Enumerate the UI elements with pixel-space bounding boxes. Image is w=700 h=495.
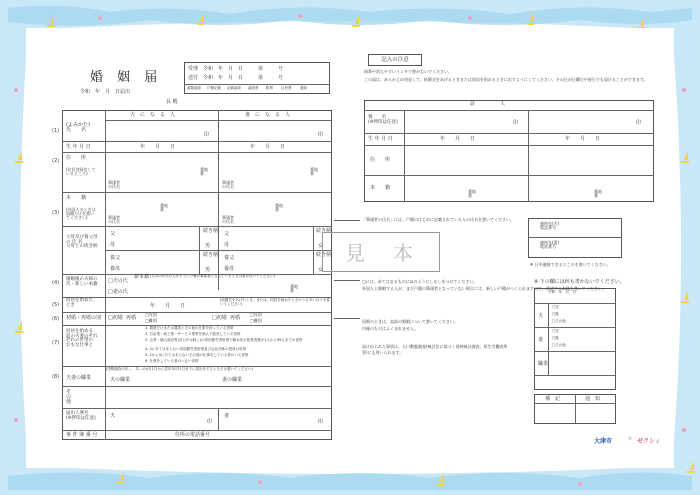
- row-domicile: 本 籍: [66, 195, 87, 201]
- witness-row-sign: 署 名 (※押印は任意): [368, 115, 398, 125]
- husband-birth: 年 月 日: [140, 144, 176, 150]
- row-occupation: 同居を始める 前の夫妻のそれ ぞれの世帯の おもな仕事と: [66, 329, 98, 348]
- husband-banchi: 番地 番: [200, 167, 208, 176]
- wife-signature: 妻: [224, 413, 230, 419]
- wife-remarry: 再婚: [230, 315, 241, 321]
- zexy-logo: ゼクシィ: [637, 438, 661, 445]
- row-birth: 生 年 月 日: [66, 144, 91, 150]
- stats-opt-6: □その他: [552, 343, 566, 347]
- row-parents: 父母及び養父母 の 氏 名 父母との続き柄: [66, 235, 98, 249]
- husband-domicile-banchi: 番地 番: [160, 203, 168, 212]
- husband-son-2: 男: [205, 267, 211, 273]
- row-name: (よみかた) 氏 名: [66, 122, 90, 133]
- wife-head-label: 筆頭者 の氏名: [222, 180, 234, 189]
- form-title: 婚 姻 届: [90, 70, 163, 85]
- office-col-2: 記載調査: [227, 86, 241, 90]
- wife-first: □初婚: [212, 315, 227, 321]
- witness-banchi-2: 番地 番: [594, 189, 602, 198]
- review-fix: 補 記: [545, 396, 561, 402]
- otsu-city-logo: 大津市: [594, 438, 613, 445]
- office-col-5: 住民票: [281, 86, 292, 90]
- new-domicile-head: 新本籍: [134, 274, 150, 280]
- cohabit-note: (結婚式をあげたとき、または、同居を始めたときのうち早いほうを書いてください): [220, 298, 330, 306]
- husband-head-label: 筆頭者 の氏名: [108, 180, 120, 189]
- husband-signature: 夫: [110, 413, 116, 419]
- stats-job: 職業: [538, 361, 549, 367]
- stats-opt-4: □先: [552, 329, 559, 333]
- husband-death: □死別: [145, 312, 157, 317]
- occupation-item-5: 5. 1から4にあてはまらないその他の仕事をしている者のいる世帯: [145, 353, 249, 357]
- husband-seal: 印: [204, 132, 210, 138]
- husband-mother: 母: [110, 242, 116, 248]
- husband-header: 夫 に な る 人: [130, 112, 176, 118]
- wife-death: □死別: [250, 312, 262, 317]
- notes-title: 記入の注意: [368, 54, 422, 66]
- wife-mother: 母: [224, 242, 230, 248]
- watermark-char-1: 見: [345, 241, 365, 265]
- sent-number: 第 号: [258, 75, 284, 81]
- mail-note: 届け出られた事項は、人口動態調査(統計法に基づく基幹統計調査、厚生労働省所管)にも用いられます。: [362, 344, 508, 356]
- wife-seal: 印: [318, 132, 324, 138]
- husband-domicile-head: 筆頭者 の氏名: [108, 215, 120, 224]
- phone-label: 住所の電話番号: [175, 432, 211, 438]
- reception-number: 第 号: [258, 66, 284, 72]
- wife-job: 妻の職業: [222, 377, 243, 383]
- wife-daughter-2: 女: [318, 267, 324, 273]
- stats-opt-1: □先: [552, 305, 559, 309]
- stats-wife: 妻: [538, 337, 544, 343]
- witness-table: [364, 100, 654, 202]
- witness-row-domicile: 本 籍: [370, 185, 391, 191]
- husband-remarry: 再婚: [126, 315, 137, 321]
- wife-signature-seal: 印: [318, 419, 324, 425]
- office-col-1: 戸籍記載: [207, 86, 221, 90]
- occupation-item-6: 6. 仕事をしている者のいない世帯: [145, 359, 199, 363]
- head-note: 「筆頭者の氏名」には、戸籍のはじめに記載されている人の氏名を書いてください。: [362, 217, 514, 222]
- husband-son: 男: [205, 243, 211, 249]
- office-col-4: 附票: [266, 86, 273, 90]
- husband-first: □初婚: [108, 315, 123, 321]
- wife-header: 妻 に な る 人: [245, 112, 291, 118]
- sample-watermark: [322, 232, 440, 272]
- husband-divorce: □離別: [145, 318, 157, 323]
- row-other: そ の 他: [66, 389, 72, 405]
- new-domicile-note: (左の☑の氏の人がすでに戸籍の筆頭者となっているときは書かないでください): [150, 274, 275, 278]
- note-line-2: この届は、あらかじめ用意して、結婚式をあげるときまたは同居を始めるときに出すようにしてください。その日が日曜日や祝日でも届けることができます。: [364, 77, 648, 82]
- review-notice: 通 知: [585, 396, 601, 402]
- occupation-item-2: 2. 自由業・商工業・サービス業等を個人で経営している世帯: [145, 332, 241, 336]
- contact-husband: 連絡先(夫) 電話番号: [540, 221, 560, 230]
- row-cohabit: 同居を始めた とき: [66, 298, 93, 308]
- office-col-6: 通知: [300, 86, 307, 90]
- wife-divorce: □離別: [250, 318, 262, 323]
- census-note: (国勢調査の年… 年…の4月1日から翌年3月31日までに届出をするときだけ書いてください): [106, 367, 253, 371]
- witness-birth-2: 年 月 日: [565, 136, 601, 142]
- note-line-1: 鉛筆や消えやすいインキで書かないでください。: [364, 69, 452, 74]
- husband-relation: 続き柄: [203, 228, 219, 234]
- occupation-item-4: 4. 3にあてはまらない常用勤労者世帯及び会社団体の役員の世帯: [145, 347, 247, 351]
- office-col-0: 書類調査: [187, 86, 201, 90]
- occupation-item-3: 3. 企業・個人商店等(官公庁は除く)の常用勤労者世帯で勤め先の従業者数が1人から99人までの世帯: [145, 338, 303, 342]
- cohabit-ymd: 年 月 日: [150, 303, 186, 309]
- witness-row-birth: 生 年 月 日: [368, 136, 393, 142]
- contact-note: ※ 日中連絡できるところを書いてください。: [530, 262, 611, 267]
- stats-opt-5: □後: [552, 336, 559, 340]
- husband-signature-seal: 印: [207, 419, 213, 425]
- wife-banchi: 番地 番: [310, 167, 318, 176]
- lower-note: ※ 下の欄には何も書かないでください。: [534, 279, 625, 285]
- row-after-name: 婚姻後の夫婦の 氏・新しい本籍: [66, 277, 98, 287]
- husband-surname: □夫の氏: [108, 278, 128, 284]
- husband-relation-2: 続き柄: [203, 252, 219, 258]
- row-signature: 届出人署名 (※押印は任意): [66, 411, 96, 421]
- husband-job: 夫の職業: [110, 377, 131, 383]
- watermark-char-2: 本: [393, 241, 413, 265]
- wife-birth: 年 月 日: [250, 144, 286, 150]
- row-job: 夫妻の職業: [66, 375, 92, 381]
- office-col-3: 調査票: [248, 86, 259, 90]
- witness-seal-2: 印: [636, 120, 642, 126]
- wife-surname: □妻の氏: [108, 289, 128, 295]
- contact-wife: 連絡先(妻) 電話番号: [540, 240, 560, 249]
- wife-adopt-mother: 養母: [224, 266, 235, 272]
- row-address-sub: (住民登録をして いるところ): [66, 167, 96, 176]
- row-contact: 事 件 簿 番 号: [66, 432, 98, 438]
- sent-date: 送付 令和 年 月 日: [188, 75, 244, 81]
- stats-husband: 夫: [538, 313, 544, 319]
- witness-birth-1: 年 月 日: [440, 136, 476, 142]
- wife-domicile-head: 筆頭者 の氏名: [222, 215, 234, 224]
- recipient: 長 殿: [166, 99, 178, 105]
- wife-father: 父: [224, 231, 230, 237]
- parents-note: □には、あてはまるものに☑のようにしるしをつけてください。 外国人と婚姻する人が、まだ戸籍の筆頭者となっていない場合には、新しい戸籍がつくられますので、希望する本籍を書いてください。: [362, 279, 606, 292]
- wife-relation-2: 続き柄: [316, 252, 332, 258]
- remarry-note: 再婚のときは、直前の婚姻について書いてください。 内縁のものはふくまれません。: [362, 319, 458, 332]
- stats-opt-2: □後: [552, 312, 559, 316]
- wife-adopt-father: 養父: [224, 255, 235, 261]
- witness-row-address: 住 所: [370, 157, 391, 163]
- wife-domicile-banchi: 番地 番: [275, 203, 283, 212]
- new-domicile-banchi: 番地 番: [290, 284, 298, 293]
- witness-banchi-1: 番地 番: [468, 189, 476, 198]
- occupation-item-1: 1. 農業だけまたは農業とその他の仕事を持っている世帯: [145, 326, 234, 330]
- reception-date: 受理 令和 年 月 日: [188, 66, 244, 72]
- row-address: 住 所: [66, 155, 87, 161]
- husband-adopt-mother: 養母: [110, 266, 121, 272]
- witness-title: 証 人: [470, 101, 506, 107]
- row-domicile-sub: (外国人のときは 国籍だけを書い てください): [66, 207, 96, 220]
- receipt-date: 令和 年 月 日届出: [80, 89, 131, 95]
- husband-father: 父: [110, 231, 116, 237]
- wife-relation: 続き柄: [316, 228, 332, 234]
- stats-title: 令和 年 月 日: [548, 290, 576, 294]
- row-prev-marriage: 初婚・再婚の別: [66, 315, 102, 321]
- stats-opt-3: □その他: [552, 319, 566, 323]
- wife-daughter: 女: [318, 243, 324, 249]
- husband-adopt-father: 養父: [110, 255, 121, 261]
- witness-seal-1: 印: [513, 120, 519, 126]
